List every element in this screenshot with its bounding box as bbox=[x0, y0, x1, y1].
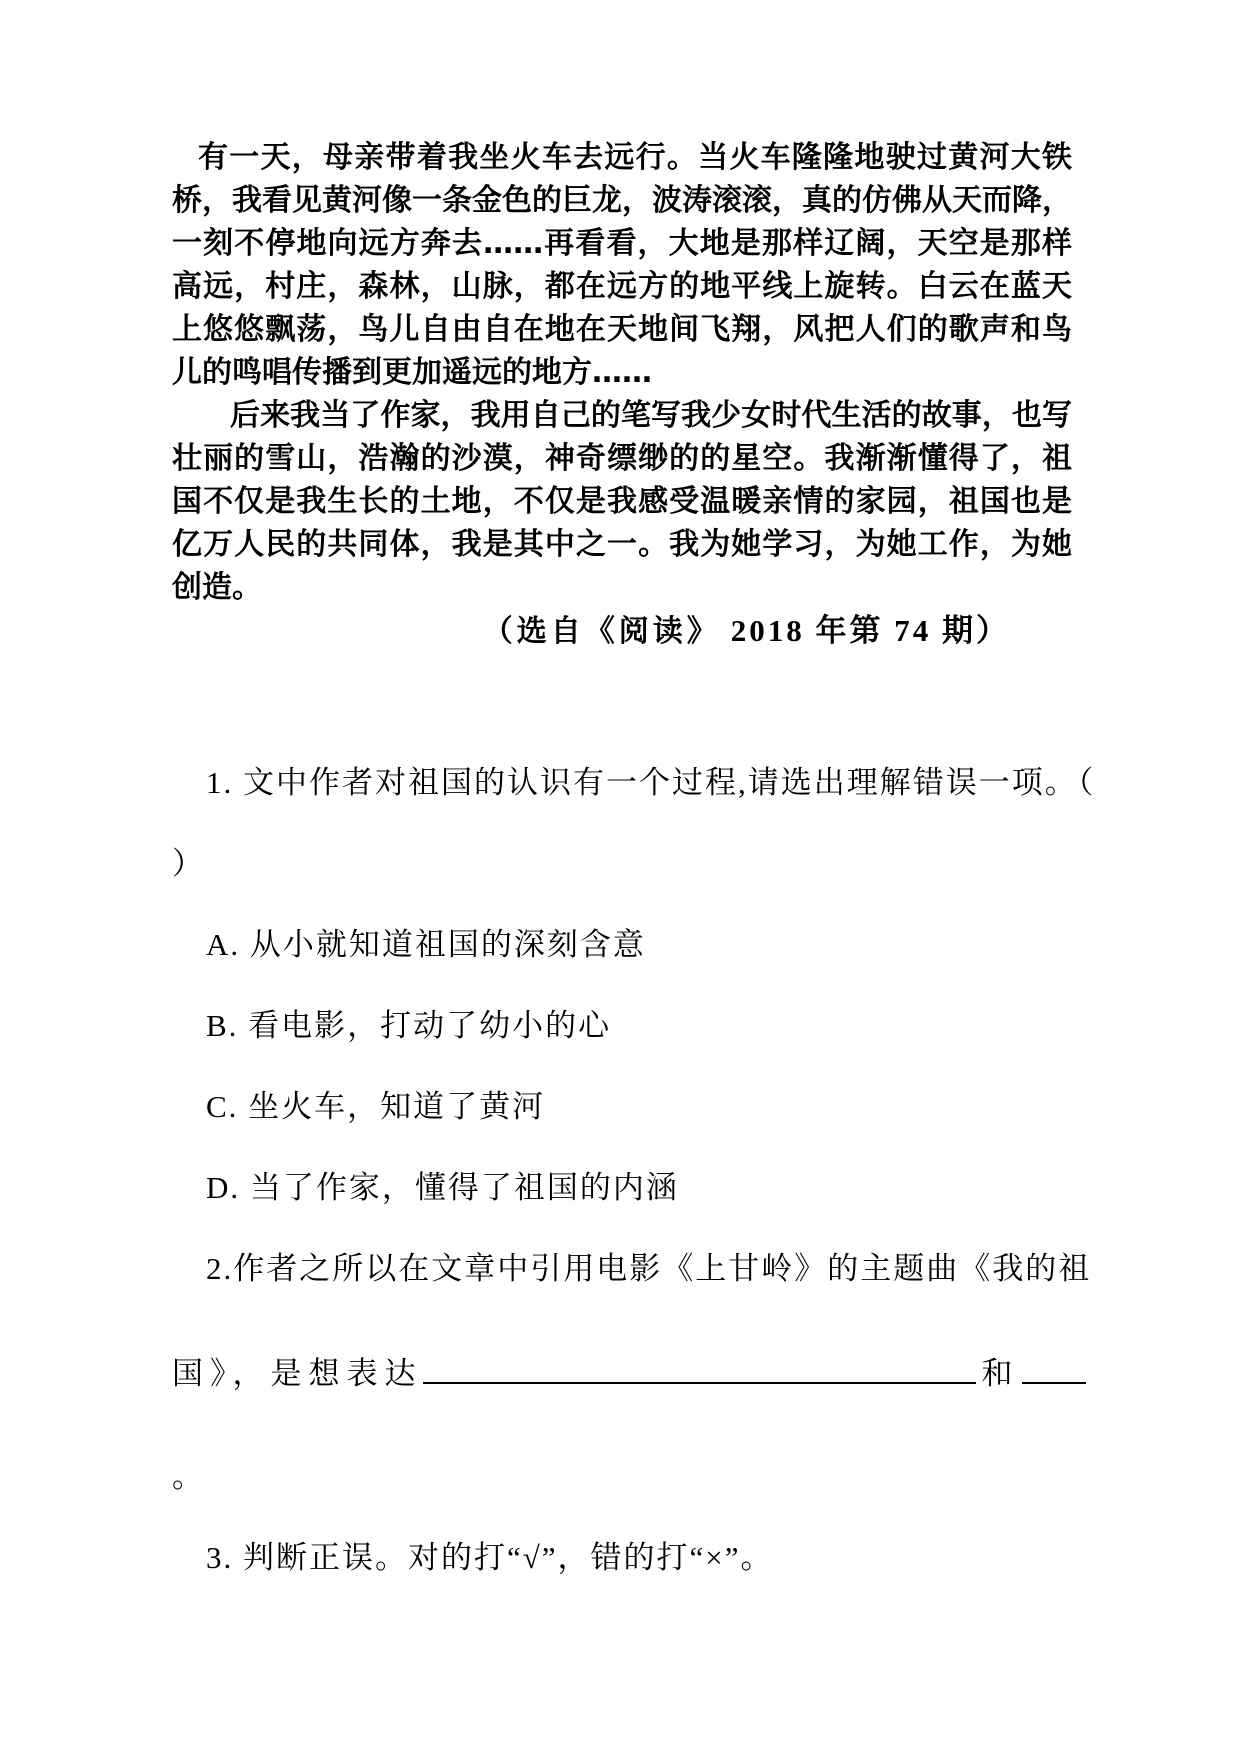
passage-line: 儿的鸣唱传播到更加遥远的地方…… bbox=[172, 355, 652, 390]
passage-line: 有一天，母亲带着我坐火车去远行。当火车隆隆地驶过黄河大铁 bbox=[198, 140, 1072, 175]
answer-blank-2 bbox=[1022, 1354, 1086, 1384]
passage-line: 后来我当了作家，我用自己的笔写我少女时代生活的故事，也写 bbox=[230, 398, 1072, 433]
passage-line: 创造。 bbox=[172, 570, 262, 605]
question-1-option-a: A. 从小就知道祖国的深刻含意 bbox=[206, 927, 646, 962]
passage-line: 壮丽的雪山，浩瀚的沙漠，神奇缥缈的的星空。我渐渐懂得了，祖 bbox=[172, 441, 1072, 476]
question-2-text: 2.作者之所以在文章中引用电影《上甘岭》的主题曲《我的祖 bbox=[206, 1251, 1092, 1286]
question-2-fill-prefix: 国》，是想表达 bbox=[172, 1356, 423, 1391]
citation-issue-text: 2018 年第 74 期） bbox=[730, 613, 1010, 648]
question-2-fill-line bbox=[172, 1332, 1112, 1391]
passage-line: 桥，我看见黄河像一条金色的巨龙，波涛滚滚，真的仿佛从天而降， bbox=[172, 183, 1072, 218]
question-2-connector: 和 bbox=[981, 1356, 1020, 1391]
passage-line: 亿万人民的共同体，我是其中之一。我为她学习，为她工作，为她 bbox=[172, 527, 1072, 562]
answer-blank-1 bbox=[423, 1354, 976, 1384]
question-2-period: 。 bbox=[172, 1459, 205, 1494]
question-1-option-c: C. 坐火车，知道了黄河 bbox=[206, 1089, 546, 1124]
passage-line: 上悠悠飘荡，鸟儿自由自在地在天地间飞翔，风把人们的歌声和鸟 bbox=[172, 312, 1072, 347]
passage-line: 高远，村庄，森林，山脉，都在远方的地平线上旋转。白云在蓝天 bbox=[172, 269, 1072, 304]
reading-passage bbox=[172, 136, 1072, 653]
citation-source-text: （选自《阅读》 bbox=[482, 614, 721, 649]
passage-line: 国不仅是我生长的土地，不仅是我感受温暖亲情的家园，祖国也是 bbox=[172, 484, 1072, 519]
question-3-text: 3. 判断正误。对的打“√”，错的打“×”。 bbox=[206, 1540, 774, 1575]
question-1-option-d: D. 当了作家，懂得了祖国的内涵 bbox=[206, 1170, 679, 1205]
question-1-bracket-close: ） bbox=[172, 846, 205, 881]
passage-line: 一刻不停地向远方奔去……再看看，大地是那样辽阔，天空是那样 bbox=[172, 226, 1072, 261]
question-section bbox=[172, 765, 1096, 1575]
source-citation bbox=[172, 609, 1072, 653]
question-1-option-b: B. 看电影，打动了幼小的心 bbox=[206, 1008, 612, 1043]
question-1-text: 1. 文中作者对祖国的认识有一个过程,请选出理解错误一项。（ bbox=[206, 765, 1096, 800]
